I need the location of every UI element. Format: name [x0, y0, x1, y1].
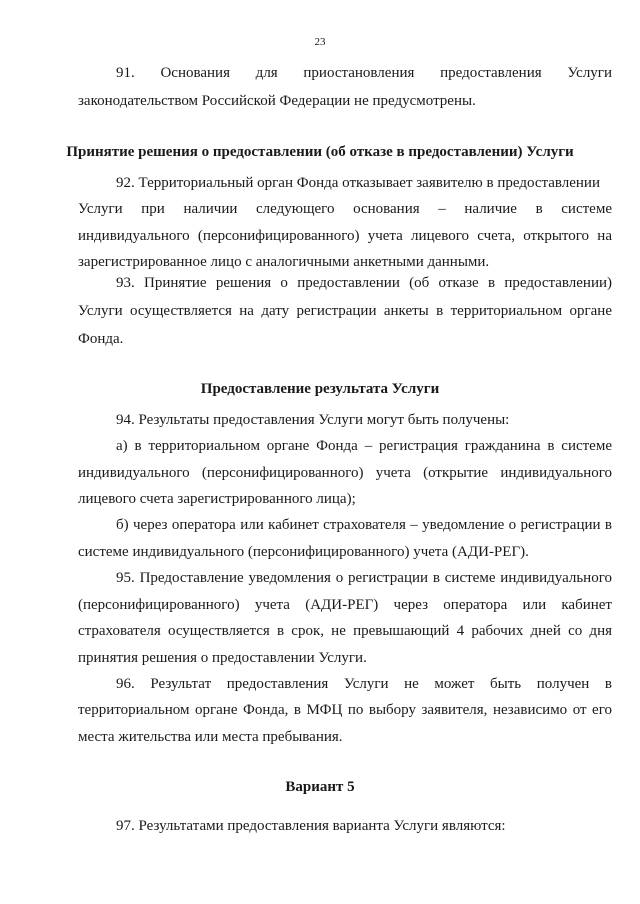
paragraph-line: законодательством Российской Федерации не предусмотрены. [78, 93, 476, 109]
paragraph-line: 93. Принятие решения о предоставлении (об отказе в предоставлении) [116, 275, 612, 291]
page-number: 23 [314, 36, 326, 48]
section-heading: Вариант 5 [285, 779, 355, 795]
section-heading: Принятие решения о предоставлении (об отказе в предоставлении) Услуги [66, 144, 574, 160]
paragraph-line: 95. Предоставление уведомления о регистрации в системе индивидуального [116, 570, 612, 586]
paragraph-line: 97. Результатами предоставления варианта Услуги являются: [116, 818, 506, 834]
paragraph-line: места жительства или места пребывания. [78, 729, 343, 745]
paragraph-line: 92. Территориальный орган Фонда отказывает заявителю в предоставлении [116, 175, 600, 191]
paragraph-line: 96. Результат предоставления Услуги не может быть получен в [116, 676, 612, 692]
paragraph-line: принятия решения о предоставлении Услуги. [78, 650, 367, 666]
paragraph-line: Фонда. [78, 331, 124, 347]
paragraph-line: б) через оператора или кабинет страхователя – уведомление о регистрации в [116, 517, 612, 533]
paragraph-line: индивидуального (персонифицированного) учета лицевого счета, открытого на [78, 228, 612, 244]
paragraph-line: зарегистрированное лицо с аналогичными анкетными данными. [78, 254, 490, 270]
paragraph-line: Услуги при наличии следующего основания – наличие в системе [78, 201, 612, 217]
paragraph-line: 91. Основания для приостановления предоставления Услуги [116, 65, 612, 81]
section-heading: Предоставление результата Услуги [200, 381, 440, 397]
paragraph-line: 94. Результаты предоставления Услуги могут быть получены: [116, 412, 510, 428]
paragraph-line: (персонифицированного) учета (АДИ-РЕГ) через оператора или кабинет [78, 597, 612, 613]
paragraph-line: лицевого счета зарегистрированного лица); [78, 491, 356, 507]
paragraph-line: системе индивидуального (персонифицированного) учета (АДИ-РЕГ). [78, 544, 529, 560]
paragraph-line: страхователя осуществляется в срок, не превышающий 4 рабочих дней со дня [78, 623, 612, 639]
paragraph-line: Услуги осуществляется на дату регистрации анкеты в территориальном органе [78, 303, 612, 319]
paragraph-line: индивидуального (персонифицированного) учета (открытие индивидуального [78, 465, 612, 481]
paragraph-line: а) в территориальном органе Фонда – регистрация гражданина в системе [116, 438, 612, 454]
paragraph-line: территориальном органе Фонда, в МФЦ по выбору заявителя, независимо от его [78, 702, 612, 718]
